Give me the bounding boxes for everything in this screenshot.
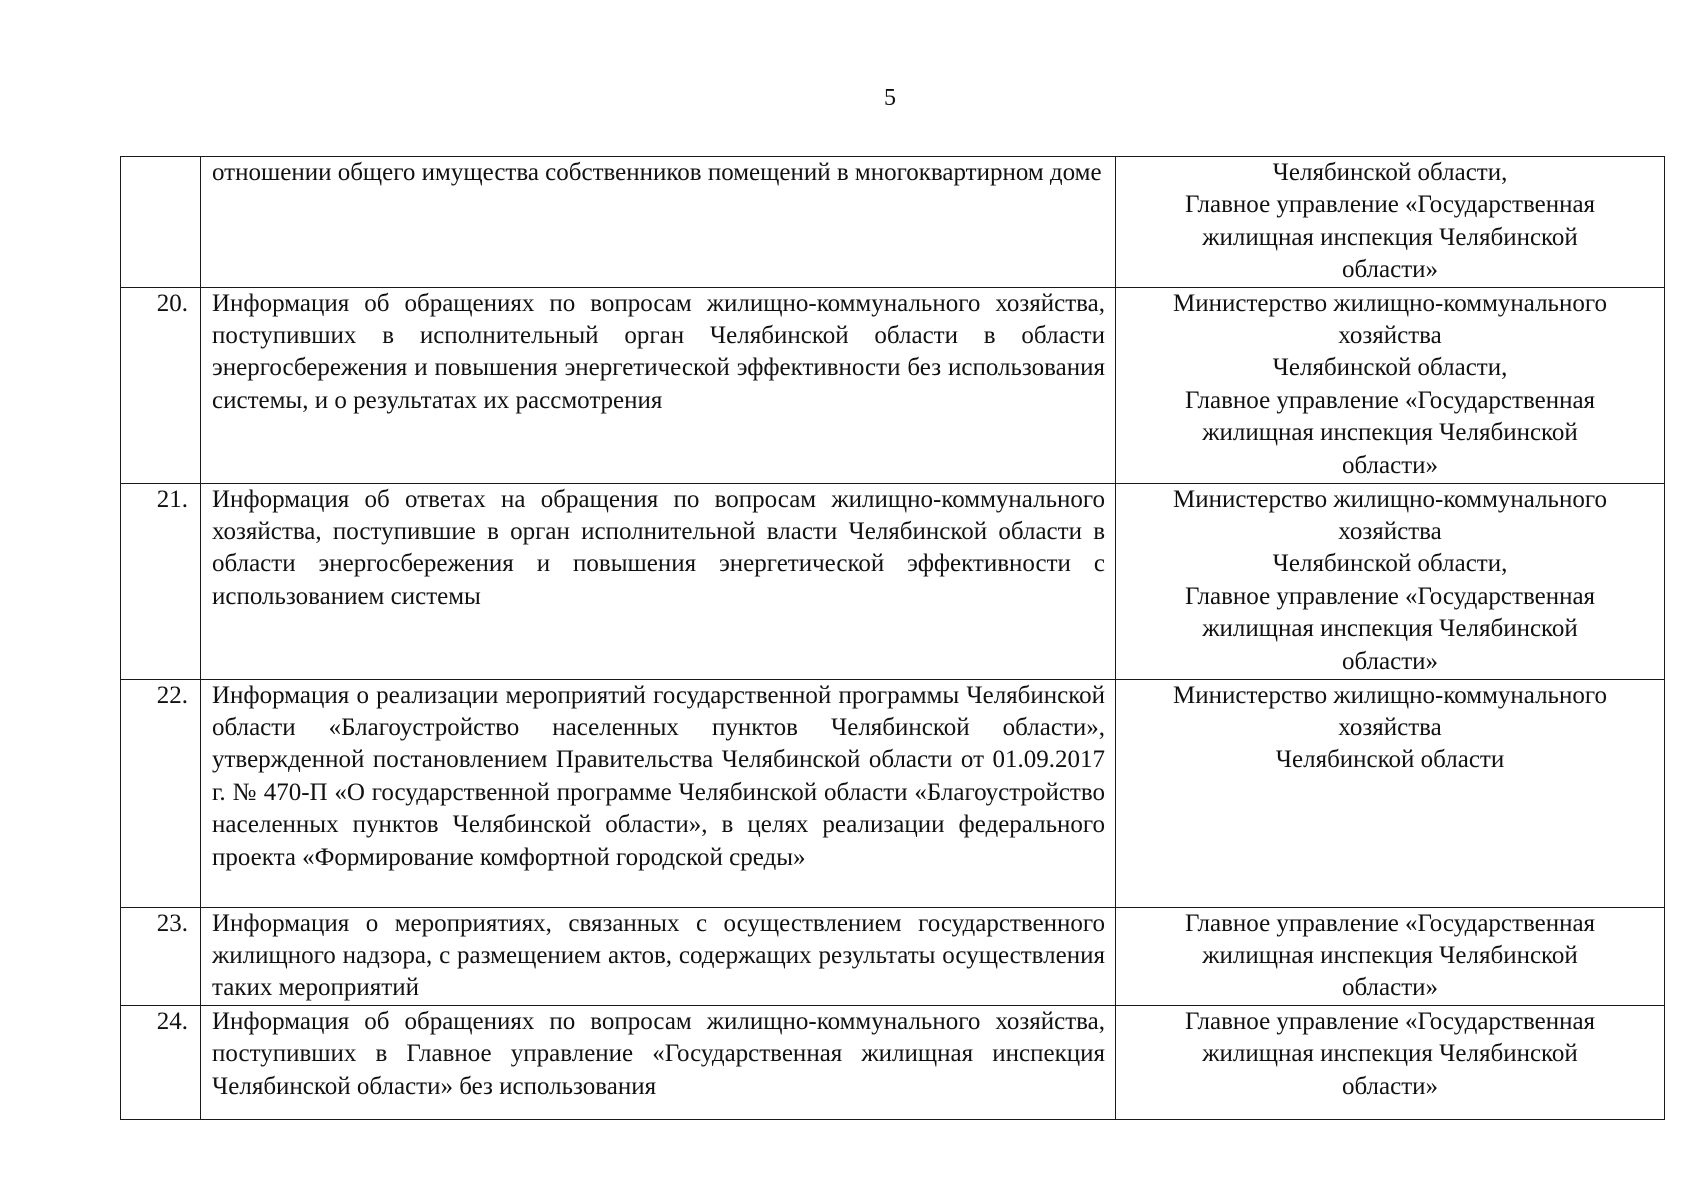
row-description: Информация об обращениях по вопросам жилищно-коммунального хозяйства, поступивших в Главное управление «Государственная жилищная инспекция Челябинской области» без использования (201, 1005, 1116, 1119)
row-organization (1116, 287, 1665, 483)
table-row (121, 1005, 1665, 1119)
table-row (121, 287, 1665, 483)
org-line: Главное управление «Государственная (1184, 909, 1596, 937)
row-description: Информация о реализации мероприятий государственной программы Челябинской области «Благоустройство населенных пунктов Челябинской области», утвержденной постановлением Правительства Челябинской области от 01.09.2017 г. № 470-П «О государственной программе Челябинской области «Благоустройство населенных пунктов Челябинской области», в целях реализации федерального проекта «Формирование комфортной городской среды» (201, 679, 1116, 907)
org-line: Министерство жилищно-коммунального (1173, 485, 1607, 513)
org-line: Главное управление «Государственная (1184, 386, 1596, 414)
row-number: 21. (121, 483, 201, 679)
row-organization (1116, 907, 1665, 1005)
row-organization (1116, 157, 1665, 288)
row-number: 23. (121, 907, 201, 1005)
org-line: хозяйства (1338, 714, 1442, 742)
org-line: области» (1341, 647, 1439, 675)
table-row (121, 907, 1665, 1005)
org-line: жилищная инспекция Челябинской (1202, 223, 1578, 251)
table-row (121, 679, 1665, 907)
document-table (120, 156, 1665, 1120)
row-description: отношении общего имущества собственников помещений в многоквартирном доме (201, 157, 1116, 288)
org-line: жилищная инспекция Челябинской (1202, 615, 1578, 643)
row-organization (1116, 679, 1665, 907)
org-line: Челябинской области (1275, 746, 1505, 774)
row-number (121, 157, 201, 288)
org-line: Главное управление «Государственная (1184, 191, 1596, 219)
org-line: хозяйства (1338, 322, 1442, 350)
org-line: Челябинской области, (1272, 354, 1508, 382)
row-description: Информация об обращениях по вопросам жилищно-коммунального хозяйства, поступивших в исполнительный орган Челябинской области в области энергосбережения и повышения энергетической эффективности без использования системы, и о результатах их рассмотрения (201, 287, 1116, 483)
org-line: Челябинской области, (1272, 550, 1508, 578)
org-line: Министерство жилищно-коммунального (1173, 289, 1607, 317)
row-organization (1116, 1005, 1665, 1119)
org-line: Главное управление «Государственная (1184, 1007, 1596, 1035)
org-line: жилищная инспекция Челябинской (1202, 1040, 1578, 1068)
org-line: Министерство жилищно-коммунального (1173, 681, 1607, 709)
org-line: области» (1341, 1072, 1439, 1100)
row-number: 20. (121, 287, 201, 483)
table-row (121, 483, 1665, 679)
page-number: 5 (884, 85, 896, 111)
org-line: Главное управление «Государственная (1184, 582, 1596, 610)
org-line: хозяйства (1338, 518, 1442, 546)
row-number: 24. (121, 1005, 201, 1119)
org-line: области» (1341, 974, 1439, 1002)
org-line: жилищная инспекция Челябинской (1202, 419, 1578, 447)
org-line: области» (1341, 256, 1439, 284)
table-row (121, 157, 1665, 288)
row-organization (1116, 483, 1665, 679)
row-number: 22. (121, 679, 201, 907)
org-line: области» (1341, 451, 1439, 479)
org-line: жилищная инспекция Челябинской (1202, 942, 1578, 970)
row-description: Информация об ответах на обращения по вопросам жилищно-коммунального хозяйства, поступившие в орган исполнительной власти Челябинской области в области энергосбережения и повышения энергетической эффективности с использованием системы (201, 483, 1116, 679)
org-line: Челябинской области, (1272, 159, 1508, 186)
row-description: Информация о мероприятиях, связанных с осуществлением государственного жилищного надзора, с размещением актов, содержащих результаты осуществления таких мероприятий (201, 907, 1116, 1005)
